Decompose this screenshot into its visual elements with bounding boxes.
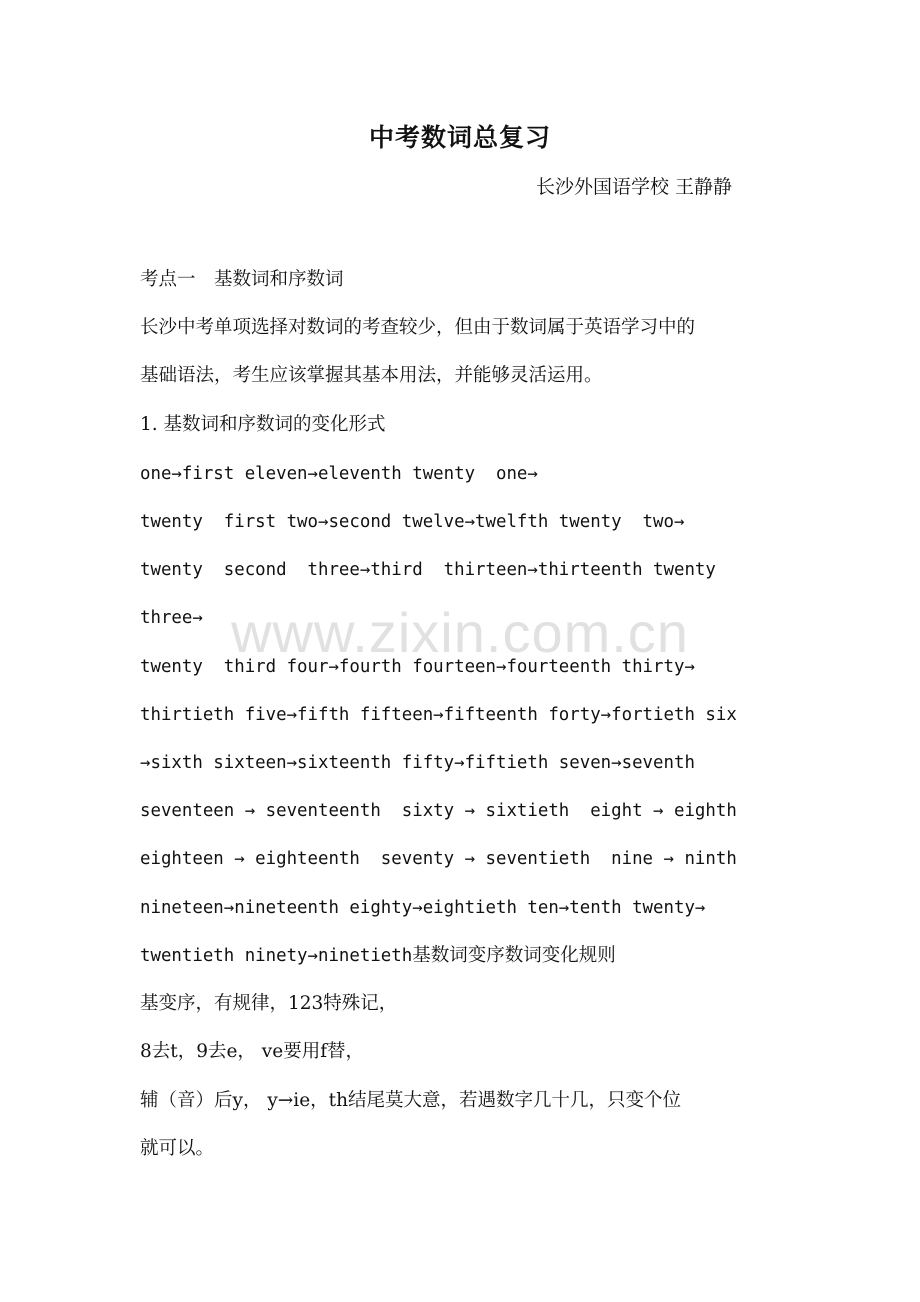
author-line: 长沙外国语学校 王静静 <box>536 176 733 198</box>
pair-line: twenty third four→fourth fourteen→fourteenth thirty→ <box>140 657 695 677</box>
pair-line: seventeen → seventeenth sixty → sixtieth eight → eighth <box>140 801 737 821</box>
rhyme-line: 基变序，有规律，123特殊记， <box>140 993 398 1014</box>
pair-line: one→first eleven→eleventh twenty one→ <box>140 464 538 484</box>
rule-title: 基数词变序数词变化规则 <box>412 945 616 966</box>
pair-line: eighteen → eighteenth seventy → seventieth nine → ninth <box>140 849 737 869</box>
subheading: 1. 基数词和序数词的变化形式 <box>140 414 386 435</box>
pair-line: nineteen→nineteenth eighty→eightieth ten→tenth twenty→ <box>140 898 706 918</box>
rhyme-line: 辅（音）后y， y→ie，th结尾莫大意，若遇数字几十几，只变个位 <box>140 1090 682 1111</box>
pair-line: three→ <box>140 608 203 628</box>
pair-line: twenty first two→second twelve→twelfth twenty two→ <box>140 512 685 532</box>
rhyme-line: 就可以。 <box>140 1138 215 1159</box>
intro-line-1: 长沙中考单项选择对数词的考查较少，但由于数词属于英语学习中的 <box>140 317 696 338</box>
pair-line-tail: twentieth ninety→ninetieth <box>140 946 413 966</box>
section-heading: 考点一 基数词和序数词 <box>140 269 344 290</box>
pair-line-with-rule <box>140 942 790 970</box>
watermark: www.zixin.com.cn <box>231 601 689 664</box>
intro-line-2: 基础语法，考生应该掌握其基本用法，并能够灵活运用。 <box>140 365 603 386</box>
pair-line: thirtieth five→fifth fifteen→fifteenth forty→fortieth six <box>140 705 737 725</box>
pair-line: twenty second three→third thirteen→thirteenth twenty <box>140 560 716 580</box>
document-title: 中考数词总复习 <box>368 123 551 152</box>
rhyme-line: 8去t，9去e， ve要用f替， <box>140 1041 365 1062</box>
pair-line: →sixth sixteen→sixteenth fifty→fiftieth seven→seventh <box>140 753 695 773</box>
